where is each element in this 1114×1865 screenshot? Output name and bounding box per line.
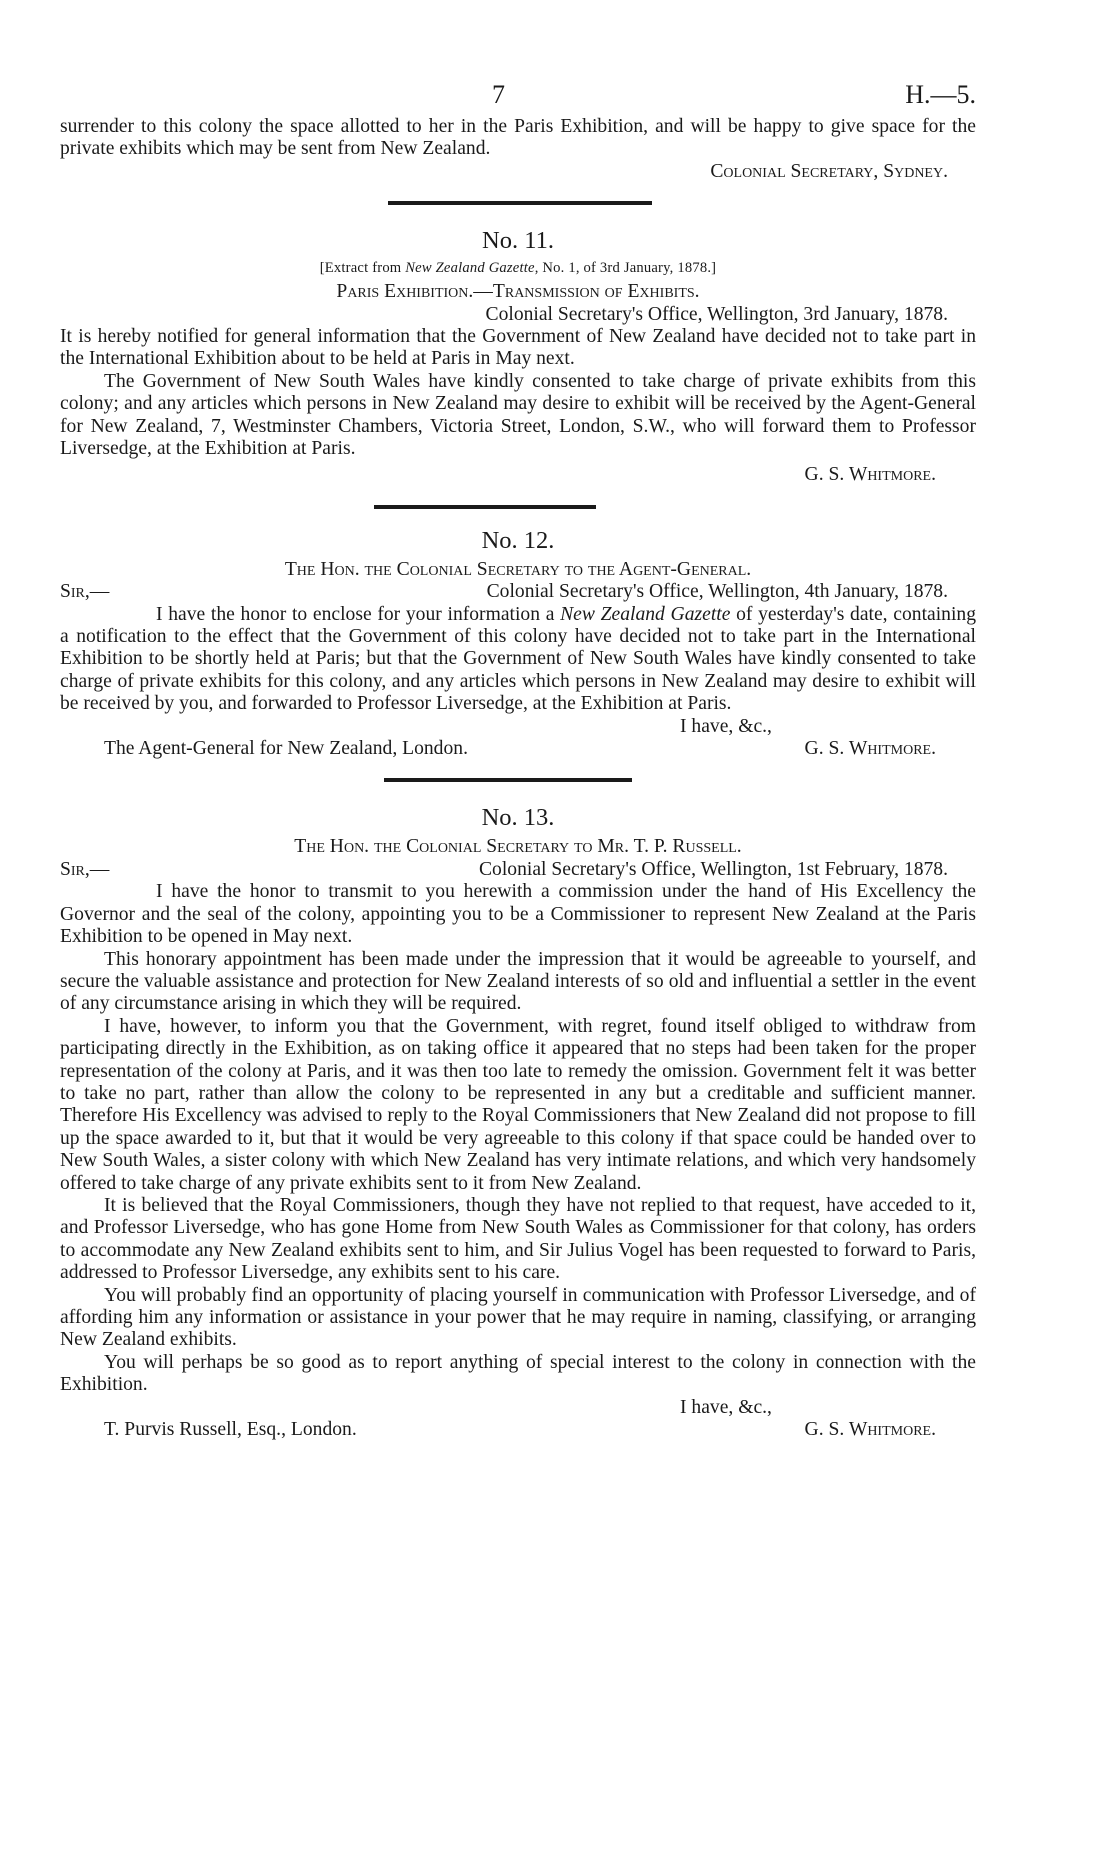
paragraph: The Government of New South Wales have kindly consented to take charge of private exhibits from this colony; and any articles which persons in New Zealand may desire to exhibit will be received by the Agent-General for New Zealand, 7, Westminster Chambers, Victoria Street, London, S.W., who will forward them to Professor Liversedge, at the Exhibition at Paris. bbox=[60, 370, 976, 460]
section-number: No. 13. bbox=[481, 804, 555, 832]
section-number: No. 11. bbox=[482, 227, 554, 255]
signature: G. S. Whitmore. bbox=[804, 738, 936, 760]
closing-row bbox=[60, 1397, 976, 1419]
salutation: Sir,— bbox=[60, 858, 110, 880]
section-no-12 bbox=[60, 527, 976, 761]
section-heading: The Hon. the Colonial Secretary to Mr. T. P. Russell. bbox=[294, 836, 742, 858]
paragraph: This honorary appointment has been made under the impression that it would be agreeable to yourself, and secure the valuable assistance and protection for New Zealand interests of so old and influential a settler in the event of any circumstance arising in which they will be required. bbox=[60, 948, 976, 1015]
dateline: Colonial Secretary's Office, Wellington, 3rd January, 1878. bbox=[485, 303, 948, 325]
salutation-row bbox=[60, 581, 976, 603]
addressee: T. Purvis Russell, Esq., London. bbox=[104, 1419, 357, 1441]
closing: I have, &c., bbox=[680, 715, 772, 737]
intro-text: surrender to this colony the space allotted to her in the Paris Exhibition, and will be happy to give space for the private exhibits which may be sent from New Zealand. bbox=[60, 116, 976, 160]
salutation: Sir,— bbox=[60, 581, 110, 603]
paper-reference: H.—5. bbox=[905, 80, 976, 109]
section-number: No. 12. bbox=[481, 526, 555, 554]
section-divider bbox=[388, 201, 652, 205]
closing: I have, &c., bbox=[680, 1396, 772, 1418]
signature: G. S. Whitmore. bbox=[804, 1419, 936, 1441]
section-no-13 bbox=[60, 804, 976, 1441]
addressee-row bbox=[60, 1419, 976, 1441]
page-header bbox=[60, 80, 976, 116]
salutation-row bbox=[60, 859, 976, 881]
paragraph: You will probably find an opportunity of placing yourself in communication with Professor Liversedge, and of affording him any information or assistance in your power that he may require in naming, classifying, or arranging New Zealand exhibits. bbox=[60, 1284, 976, 1351]
document-page bbox=[60, 80, 976, 1441]
paragraph: It is hereby notified for general information that the Government of New Zealand have decided not to take part in the International Exhibition about to be held at Paris in May next. bbox=[60, 326, 976, 370]
signature: G. S. Whitmore. bbox=[804, 464, 936, 486]
section-heading: Paris Exhibition.—Transmission of Exhibits. bbox=[336, 281, 700, 303]
paragraph: I have the honor to transmit to you herewith a commission under the hand of His Excellency the Governor and the seal of the colony, appointing you to be a Commissioner to represent New Zealand at the Paris Exhibition to be opened in May next. bbox=[60, 881, 976, 948]
paragraph: You will perhaps be so good as to report anything of special interest to the colony in connection with the Exhibition. bbox=[60, 1351, 976, 1396]
gazette-extract-note: [Extract from New Zealand Gazette, No. 1, of 3rd January, 1878.] bbox=[319, 260, 717, 277]
paragraph: It is believed that the Royal Commissioners, though they have not replied to that request, have acceded to it, and Professor Liversedge, who has gone Home from New South Wales as Commissioner for that colony, has orders to accommodate any New Zealand exhibits sent to him, and Sir Julius Vogel has been requested to forward to Paris, addressed to Professor Liversedge, any exhibits sent to his care. bbox=[60, 1194, 976, 1284]
intro-signature: Colonial Secretary, Sydney. bbox=[710, 160, 948, 182]
addressee: The Agent-General for New Zealand, London. bbox=[104, 738, 468, 760]
section-heading: The Hon. the Colonial Secretary to the Agent-General. bbox=[284, 558, 752, 580]
paragraph: I have the honor to enclose for your information a New Zealand Gazette of yesterday's date, containing a notification to the effect that the Government of this colony have decided not to take part in the International Exhibition to be shortly held at Paris; but that the Government of New South Wales have kindly consented to take charge of private exhibits for this colony, and any articles which persons in New Zealand may desire to exhibit will be received by you, and forwarded to Professor Liversedge, at the Exhibition at Paris. bbox=[60, 603, 976, 715]
addressee-row bbox=[60, 738, 976, 760]
closing-row bbox=[60, 716, 976, 738]
section-no-11 bbox=[60, 227, 976, 487]
page-number: 7 bbox=[492, 80, 505, 109]
section-divider bbox=[374, 505, 596, 509]
dateline: Colonial Secretary's Office, Wellington, 1st February, 1878. bbox=[478, 858, 948, 880]
paragraph: I have, however, to inform you that the Government, with regret, found itself obliged to withdraw from participating directly in the Exhibition, as on taking office it appeared that no steps had been taken for the proper representation of the colony at Paris, and it was then too late to remedy the omission. Government felt it was better to take no part, rather than allow the colony to be represented in any but a creditable and sufficient manner. Therefore His Excellency was advised to reply to the Royal Commissioners that New Zealand did not propose to fill up the space awarded to it, but that it would be very agreeable to this colony if that space could be handed over to New South Wales, a sister colony with which New Zealand has very intimate relations, and which very handsomely offered to take charge of any private exhibits sent to it from New Zealand. bbox=[60, 1015, 976, 1194]
section-divider bbox=[384, 778, 632, 782]
dateline: Colonial Secretary's Office, Wellington, 4th January, 1878. bbox=[486, 581, 948, 603]
